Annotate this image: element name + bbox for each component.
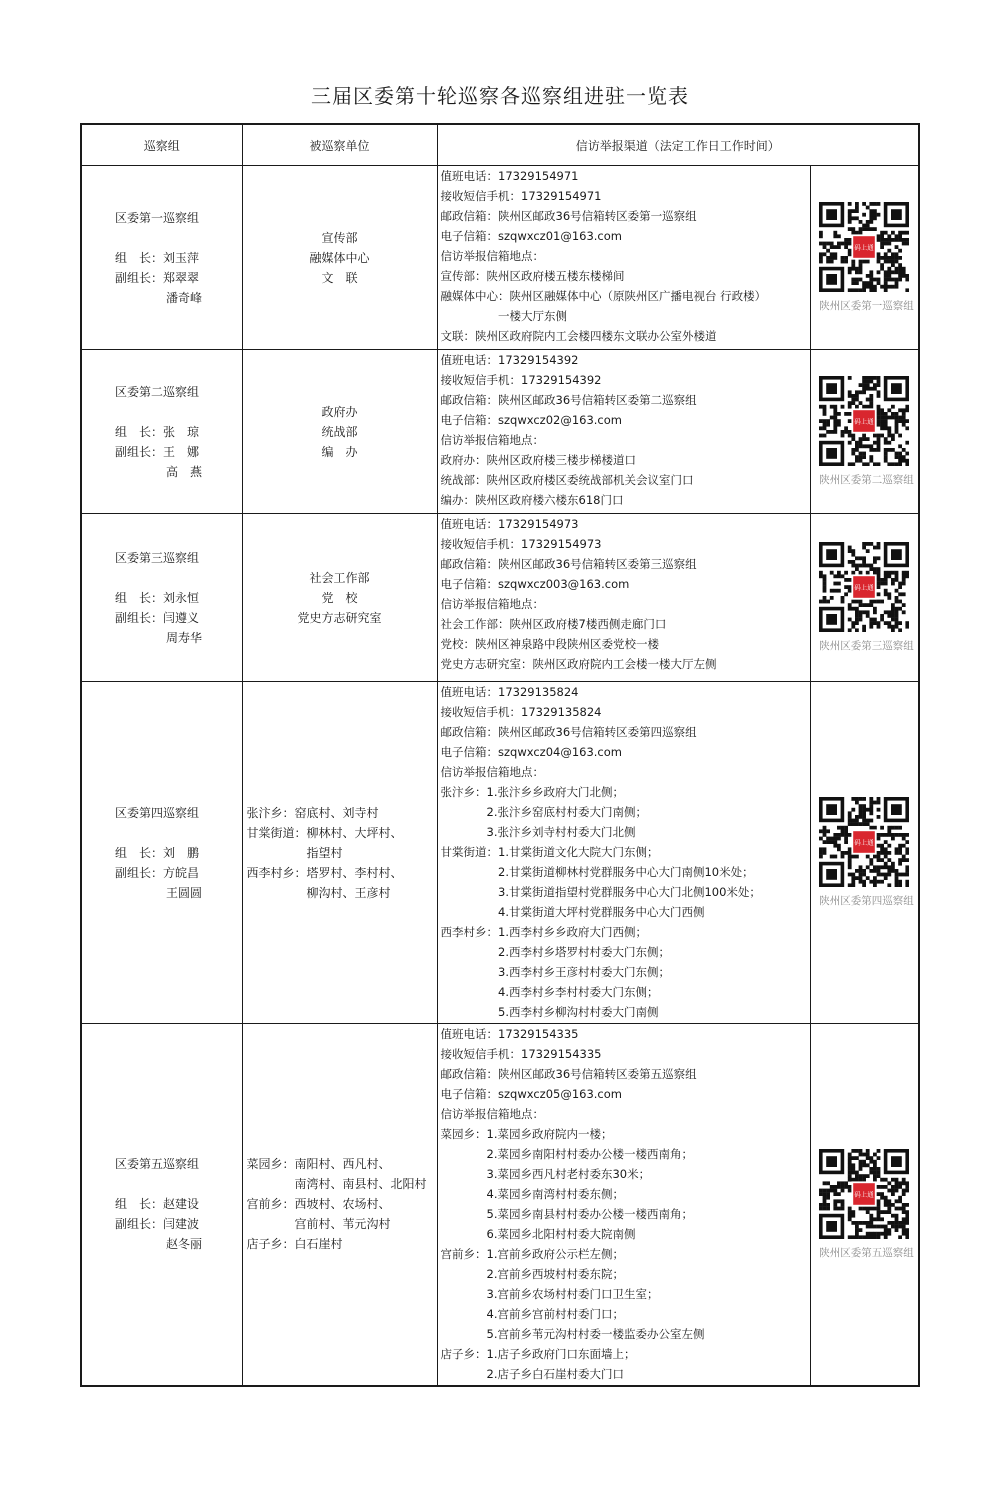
- inspected-unit: 南湾村、南县村、北阳村: [246, 1177, 427, 1192]
- channel-line: 值班电话：17329154973: [440, 517, 579, 531]
- qr-cell: [810, 1024, 919, 1386]
- qr-block: [819, 202, 914, 313]
- qr-badge-text: 码上通: [854, 1190, 874, 1199]
- page-title: 三届区委第十轮巡察各巡察组进驻一览表: [311, 84, 689, 108]
- channel-line: 党校：陕州区神泉路中段陕州区委党校一楼: [440, 637, 659, 651]
- channel-line: 融媒体中心：陕州区融媒体中心（原陕州区广播电视台 行政楼）: [440, 289, 767, 303]
- channel-line: 接收短信手机：17329135824: [440, 705, 602, 719]
- channel-line: 党史方志研究室：陕州区政府院内工会楼一楼大厅左侧: [440, 657, 717, 671]
- group-name: 区委第四巡察组: [115, 805, 200, 820]
- channel-line: 3.甘棠街道指望村党群服务中心大门北侧100米处；: [440, 885, 761, 899]
- channel-line: 邮政信箱：陕州区邮政36号信箱转区委第四巡察组: [440, 725, 697, 739]
- channel-line: 2.张汴乡窑底村村委大门南侧；: [440, 805, 647, 819]
- group-info: [82, 382, 242, 482]
- channel-line: 值班电话：17329135824: [440, 685, 579, 699]
- qr-badge-text: 码上通: [854, 583, 874, 592]
- channel-line: 甘棠街道：1.甘棠街道文化大院大门东侧；: [440, 845, 659, 859]
- unit-cell: [242, 514, 437, 682]
- group-row: [81, 514, 919, 682]
- channel-line: 编办：陕州区政府楼六楼东618门口: [440, 493, 624, 507]
- inspected-unit: 党史方志研究室: [297, 610, 382, 625]
- group-deputy-2: 王圆圆: [166, 885, 203, 900]
- unit-cell: [242, 350, 437, 514]
- channel-line: 菜园乡：1.菜园乡政府院内一楼；: [440, 1127, 613, 1141]
- channel-line: 电子信箱：szqwxcz05@163.com: [440, 1087, 622, 1101]
- channel-line: 政府办：陕州区政府楼三楼步梯楼道口: [440, 453, 636, 467]
- channel-line: 邮政信箱：陕州区邮政36号信箱转区委第五巡察组: [440, 1067, 697, 1081]
- channel-line: 电子信箱：szqwxcz02@163.com: [440, 413, 622, 427]
- group-deputy-2: 高 燕: [166, 464, 203, 479]
- inspected-unit: 文 联: [321, 270, 358, 285]
- channel-line: 值班电话：17329154335: [440, 1027, 579, 1041]
- inspection-table: [80, 123, 920, 1387]
- channel-line: 张汴乡：1.张汴乡乡政府大门北侧；: [440, 785, 624, 799]
- qr-caption: 陕州区委第五巡察组: [819, 1246, 914, 1259]
- channel-line: 社会工作部：陕州区政府楼7楼西侧走廊门口: [440, 617, 667, 631]
- inspected-unit: 指望村: [246, 845, 343, 860]
- channel-line: 6.菜园乡北阳村村委大院南侧: [440, 1227, 636, 1241]
- channel-line: 5.西李村乡柳沟村村委大门南侧: [440, 1005, 659, 1019]
- spacer: [115, 228, 242, 248]
- channel-line: 宣传部：陕州区政府楼五楼东楼梯间: [440, 269, 625, 283]
- group-deputy-2: 周寿华: [166, 630, 203, 645]
- channel-line: 宫前乡：1.宫前乡政府公示栏左侧；: [440, 1247, 624, 1261]
- group-name: 区委第一巡察组: [115, 210, 200, 225]
- channel-line: 2.店子乡白石崖村委大门口: [440, 1367, 624, 1381]
- group-cell: [81, 350, 242, 514]
- channel-line: 4.西李村乡李村村委大门东侧；: [440, 985, 659, 999]
- group-deputy-2: 赵冬丽: [166, 1237, 203, 1252]
- group-cell: [81, 1024, 242, 1386]
- inspected-unit: 党 校: [321, 590, 358, 605]
- header-row: [81, 124, 919, 166]
- channel-line: 店子乡：1.店子乡政府门口东面墙上；: [440, 1347, 636, 1361]
- channel-line: 2.菜园乡南阳村村委办公楼一楼西南角；: [440, 1147, 693, 1161]
- group-leader: 组 长：刘永恒: [115, 590, 200, 605]
- group-deputy: 副组长：郑翠翠: [115, 270, 200, 285]
- channel-line: 接收短信手机：17329154973: [440, 537, 602, 551]
- channel-line: 值班电话：17329154971: [440, 169, 579, 183]
- inspected-unit: 宫前村、苇元沟村: [246, 1217, 391, 1232]
- inspected-unit: 柳沟村、王彦村: [246, 885, 391, 900]
- group-row: [81, 350, 919, 514]
- group-info: [82, 208, 242, 308]
- channel-cell: [437, 350, 810, 514]
- spacer: [115, 1174, 242, 1194]
- qr-cell: [810, 166, 919, 350]
- inspected-unit: 宣传部: [321, 230, 358, 245]
- channel-line: 信访举报信箱地点：: [440, 597, 544, 611]
- qr-code-icon: [819, 797, 909, 887]
- inspected-unit: 宫前乡：西坡村、农场村、: [246, 1197, 391, 1212]
- channel-line: 4.甘棠街道大坪村党群服务中心大门西侧: [440, 905, 705, 919]
- channel-line: 信访举报信箱地点：: [440, 249, 544, 263]
- inspected-unit: 西李村乡：塔罗村、李村村、: [246, 865, 403, 880]
- channel-line: 3.张汴乡刘寺村村委大门北侧: [440, 825, 636, 839]
- group-cell: [81, 514, 242, 682]
- channel-line: 信访举报信箱地点：: [440, 765, 544, 779]
- qr-block: [819, 1149, 914, 1260]
- group-cell: [81, 166, 242, 350]
- channel-line: 邮政信箱：陕州区邮政36号信箱转区委第二巡察组: [440, 393, 697, 407]
- channel-line: 信访举报信箱地点：: [440, 433, 544, 447]
- qr-block: [819, 797, 914, 908]
- header-channel: 信访举报渠道（法定工作日工作时间）: [437, 124, 919, 166]
- qr-badge-text: 码上通: [854, 838, 874, 847]
- unit-cell: [242, 682, 437, 1024]
- channel-line: 接收短信手机：17329154971: [440, 189, 602, 203]
- qr-code-icon: [819, 1149, 909, 1239]
- channel-line: 3.西李村乡王彦村村委大门东侧；: [440, 965, 670, 979]
- group-info: [82, 1154, 242, 1254]
- channel-cell: [437, 682, 810, 1024]
- channel-cell: [437, 1024, 810, 1386]
- inspected-unit: 融媒体中心: [309, 250, 370, 265]
- channel-line: 西李村乡：1.西李村乡乡政府大门西侧；: [440, 925, 647, 939]
- qr-block: [819, 542, 914, 653]
- group-name: 区委第二巡察组: [115, 384, 200, 399]
- channel-line: 5.菜园乡南县村村委办公楼一楼西南角；: [440, 1207, 693, 1221]
- group-deputy: 副组长：闫建波: [115, 1217, 200, 1232]
- channel-line: 接收短信手机：17329154335: [440, 1047, 602, 1061]
- unit-cell: [242, 1024, 437, 1386]
- qr-cell: [810, 682, 919, 1024]
- group-leader: 组 长：张 琼: [115, 424, 200, 439]
- group-deputy: 副组长：王 娜: [115, 444, 200, 459]
- group-deputy: 副组长：方皖昌: [115, 865, 200, 880]
- qr-cell: [810, 514, 919, 682]
- qr-code-icon: [819, 376, 909, 466]
- channel-line: 4.菜园乡南湾村村委东侧；: [440, 1187, 624, 1201]
- group-leader: 组 长：刘 鹏: [115, 845, 200, 860]
- header-unit: 被巡察单位: [242, 124, 437, 166]
- spacer: [115, 568, 242, 588]
- channel-line: 电子信箱：szqwxcz04@163.com: [440, 745, 622, 759]
- header-group: 巡察组: [81, 124, 242, 166]
- inspected-unit: 社会工作部: [309, 570, 370, 585]
- inspected-unit: 政府办: [321, 404, 358, 419]
- channel-line: 接收短信手机：17329154392: [440, 373, 602, 387]
- channel-line: 3.菜园乡西凡村老村委东30米；: [440, 1167, 651, 1181]
- inspected-unit: 张汴乡：窑底村、刘寺村: [246, 805, 379, 820]
- inspected-unit: 菜园乡：南阳村、西凡村、: [246, 1157, 391, 1172]
- channel-cell: [437, 514, 810, 682]
- qr-block: [819, 376, 914, 487]
- group-deputy-2: 潘奇峰: [166, 290, 203, 305]
- channel-line: 一楼大厅东侧: [440, 309, 567, 323]
- inspected-unit: 编 办: [321, 444, 358, 459]
- qr-code-icon: [819, 542, 909, 632]
- channel-line: 4.宫前乡宫前村村委门口；: [440, 1307, 624, 1321]
- group-name: 区委第三巡察组: [115, 550, 200, 565]
- channel-line: 3.宫前乡农场村村委门口卫生室；: [440, 1287, 659, 1301]
- group-row: [81, 1024, 919, 1386]
- qr-caption: 陕州区委第一巡察组: [819, 300, 914, 312]
- group-leader: 组 长：赵建设: [115, 1197, 200, 1212]
- qr-code-icon: [819, 202, 909, 292]
- inspected-unit: 店子乡：白石崖村: [246, 1237, 343, 1252]
- group-deputy: 副组长：闫遵义: [115, 610, 200, 625]
- channel-line: 邮政信箱：陕州区邮政36号信箱转区委第一巡察组: [440, 209, 697, 223]
- group-cell: [81, 682, 242, 1024]
- qr-badge-text: 码上通: [854, 243, 874, 252]
- group-name: 区委第五巡察组: [115, 1157, 200, 1172]
- qr-caption: 陕州区委第四巡察组: [819, 895, 914, 907]
- group-info: [82, 548, 242, 648]
- channel-line: 2.宫前乡西坡村村委东院；: [440, 1267, 624, 1281]
- channel-cell: [437, 166, 810, 350]
- channel-line: 邮政信箱：陕州区邮政36号信箱转区委第三巡察组: [440, 557, 697, 571]
- channel-line: 2.西李村乡塔罗村村委大门东侧；: [440, 945, 670, 959]
- channel-line: 统战部：陕州区政府楼区委统战部机关会议室门口: [440, 473, 694, 487]
- unit-cell: [242, 166, 437, 350]
- qr-caption: 陕州区委第三巡察组: [819, 640, 914, 652]
- qr-caption: 陕州区委第二巡察组: [819, 474, 914, 486]
- group-leader: 组 长：刘玉萍: [115, 250, 200, 265]
- spacer: [115, 402, 242, 422]
- inspected-unit: 甘棠街道：柳林村、大坪村、: [246, 825, 403, 840]
- inspected-unit: 统战部: [321, 424, 358, 439]
- group-info: [82, 803, 242, 903]
- qr-cell: [810, 350, 919, 514]
- spacer: [115, 823, 242, 843]
- channel-line: 电子信箱：szqwxcz01@163.com: [440, 229, 622, 243]
- channel-line: 5.宫前乡苇元沟村村委一楼监委办公室左侧: [440, 1327, 705, 1341]
- qr-badge-text: 码上通: [854, 417, 874, 426]
- group-row: [81, 166, 919, 350]
- channel-line: 值班电话：17329154392: [440, 353, 579, 367]
- channel-line: 信访举报信箱地点：: [440, 1107, 544, 1121]
- group-row: [81, 682, 919, 1024]
- channel-line: 文联：陕州区政府院内工会楼四楼东文联办公室外楼道: [440, 329, 717, 343]
- channel-line: 2.甘棠街道柳林村党群服务中心大门南侧10米处；: [440, 865, 754, 879]
- channel-line: 电子信箱：szqwxcz003@163.com: [440, 577, 630, 591]
